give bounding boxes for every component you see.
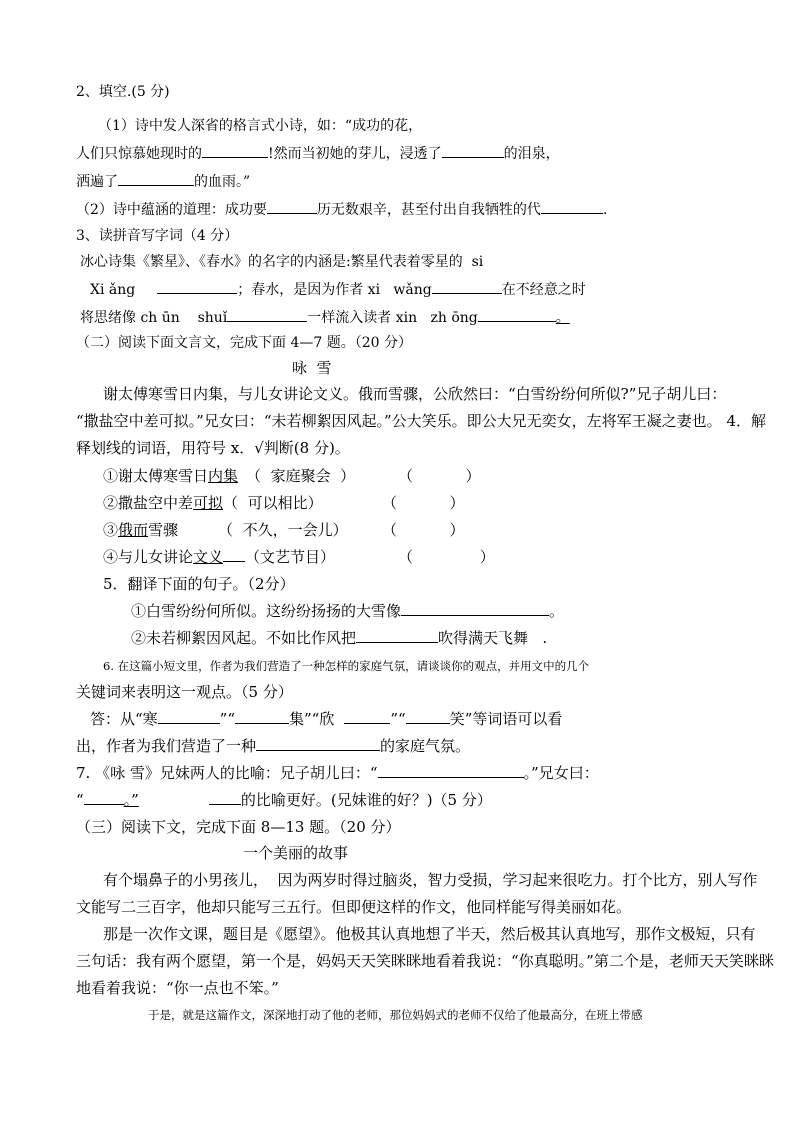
q5-line-1: ①白雪纷纷何所似。这纷纷扬扬的大雪像 。 xyxy=(131,602,565,620)
blank[interactable] xyxy=(406,709,450,724)
blank[interactable] xyxy=(344,709,390,724)
passage-line-3: 释划线的词语，用符号 x．√判断(8 分)。 xyxy=(76,439,350,457)
answer-paren-4[interactable]: （ ） xyxy=(398,548,495,566)
blank[interactable] xyxy=(432,279,502,294)
blank[interactable] xyxy=(541,199,603,214)
blank[interactable] xyxy=(84,790,124,805)
story-title: 一个美丽的故事 xyxy=(243,844,349,862)
word-item-1: ①谢太傅寒雪日内集 （ 家庭聚会 ） xyxy=(103,467,356,485)
story-line-4: 三句话：我有两个愿望，第一个是，妈妈天天笑眯眯地看着我说：“你真聪明。”第二个是，老师天天笑眯眯 xyxy=(76,952,774,970)
word-item-3: ③俄而雪骤 （ 不久，一会儿） xyxy=(103,521,348,539)
blank[interactable] xyxy=(356,628,438,643)
blank[interactable] xyxy=(118,171,194,186)
blank[interactable] xyxy=(478,307,556,322)
blank[interactable] xyxy=(378,763,524,778)
passage-line-1: 谢太傅寒雪日内集，与儿女讲论文义。俄而雪骤，公欣然曰：“白雪纷纷何所似?”兄子胡儿曰： xyxy=(103,385,727,403)
blank[interactable] xyxy=(401,601,549,616)
q6-line-1: 6. 在这篇小短文里，作者为我们营造了一种怎样的家庭气氛，请谈谈你的观点，并用文中的几个 xyxy=(103,659,590,673)
q3-line-2: Xi ǎng ；春水，是因为作者 xi wǎng 在不经意之时 xyxy=(90,279,586,300)
q7-line-1: 7. 《咏 雪》兄妹两人的比喻：兄子胡儿曰：“ 。”兄女曰： xyxy=(76,764,599,782)
section-3-heading: （三）阅读下文，完成下面 8—13 题。（20 分） xyxy=(76,818,401,836)
answer-paren-2[interactable]: （ ） xyxy=(382,494,465,512)
word-item-4: ④与儿女讲论文义 （文艺节目） xyxy=(103,548,336,566)
section-2-heading: （二）阅读下面文言文，完成下面 4—7 题。（20 分） xyxy=(76,335,412,351)
blank[interactable] xyxy=(267,199,317,214)
q3-line-1: 冰心诗集《繁星》、《春水》的名字的内涵是:繁星代表着零星的 si xyxy=(80,254,484,270)
blank[interactable] xyxy=(235,709,289,724)
answer-paren-3[interactable]: （ ） xyxy=(382,521,465,539)
passage-line-2: “撒盐空中差可拟。”兄女曰：“未若柳絮因风起。”公大笑乐。即公大兄无奕女，左将军王凝之妻也。 4．解 xyxy=(76,412,766,430)
poem-title: 咏 雪 xyxy=(292,359,332,377)
answer-paren-1[interactable]: （ ） xyxy=(398,467,481,485)
word-item-2: ②撒盐空中差可拟（ 可以相比） xyxy=(103,494,323,512)
blank[interactable] xyxy=(442,143,504,158)
q5-line-2: ②未若柳絮因风起。不如比作风把 吹得满天飞舞 . xyxy=(131,629,548,647)
q6-answer-2: 出，作者为我们营造了一种 的家庭气氛。 xyxy=(76,737,471,755)
q2-line-2: 人们只惊慕她现时的 !然而当初她的芽儿，浸透了 的泪泉， xyxy=(76,143,560,164)
q2-line-1: （1）诗中发人深省的格言式小诗，如：“成功的花， xyxy=(98,118,423,134)
story-line-6: 于是，就是这篇作文，深深地打动了他的老师，那位妈妈式的老师不仅给了他最高分，在班上带感 xyxy=(148,1008,643,1022)
q6-line-2: 关键词来表明这一观点。（5 分） xyxy=(76,683,293,701)
story-line-2: 文能写二三百字，他却只能写三五行。但即便这样的作文，他同样能写得美丽如花。 xyxy=(76,898,632,916)
blank[interactable] xyxy=(227,307,307,322)
blank[interactable] xyxy=(209,790,241,805)
q2-heading: 2、填空.(5 分) xyxy=(76,84,170,100)
q3-line-3: 将思绪像 ch ūn shuǐ 一样流入读者 xin zh ōng 。 xyxy=(80,307,570,328)
blank[interactable] xyxy=(202,143,268,158)
blank[interactable] xyxy=(157,279,237,294)
blank[interactable] xyxy=(256,736,380,751)
story-line-3: 那是一次作文课，题目是《愿望》。他极其认真地想了半天，然后极其认真地写，那作文极短，只有 xyxy=(103,925,756,943)
q2-line-3: 洒遍了 的血雨。” xyxy=(76,171,250,192)
q5-heading: 5．翻译下面的句子。（2分） xyxy=(103,575,295,593)
story-line-5: 地看着我说：“你一点也不笨。” xyxy=(76,979,279,997)
q6-answer-1: 答：从“寒 ”“ 集”“欣 ”“ 笑”等词语可以看 xyxy=(90,710,563,728)
q2-line-4: （2）诗中蕴涵的道理：成功要 历无数艰辛，甚至付出自我牺牲的代 . xyxy=(76,199,607,220)
q7-line-2: “ 。” 的比喻更好。(兄妹谁的好？)（5 分） xyxy=(76,791,492,809)
blank[interactable] xyxy=(158,709,220,724)
story-line-1: 有个塌鼻子的小男孩儿， 因为两岁时得过脑炎，智力受损，学习起来很吃力。打个比方，别人写作 xyxy=(103,871,758,889)
q3-heading: 3、读拼音写字词（4 分） xyxy=(76,228,239,244)
